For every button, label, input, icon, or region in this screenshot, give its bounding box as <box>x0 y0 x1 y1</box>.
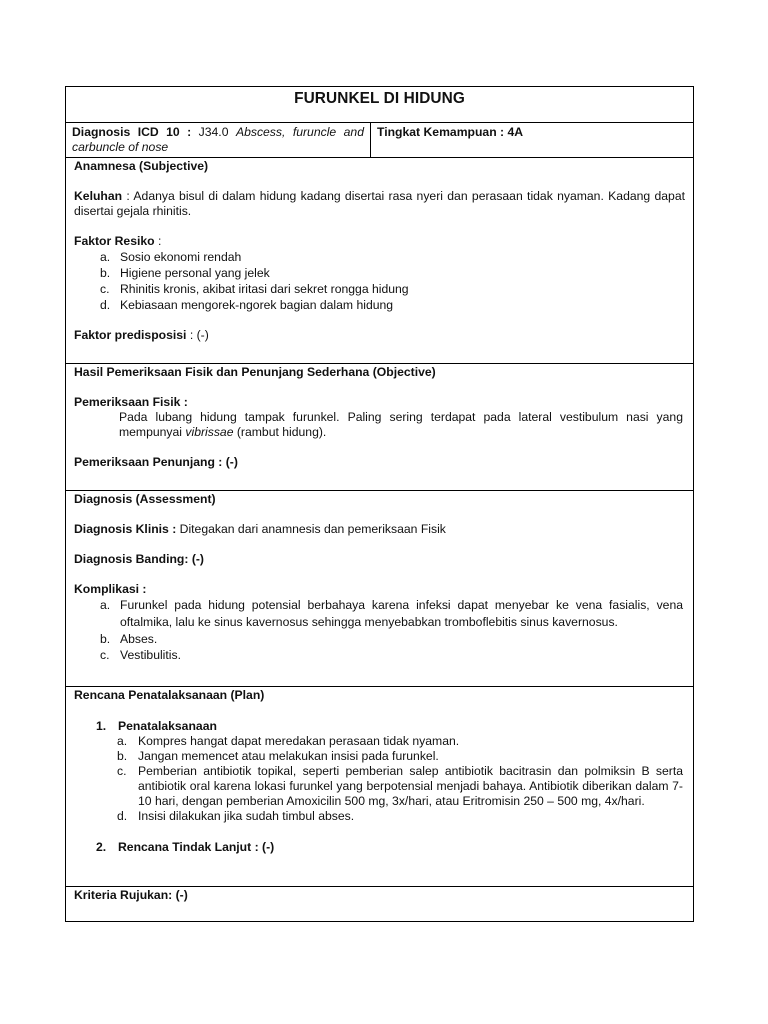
document-table <box>65 86 694 922</box>
komplikasi-label: Komplikasi : <box>74 582 147 596</box>
keluhan-label: Keluhan <box>74 189 123 203</box>
list-item: b. Jangan memencet atau melakukan insisi pada furunkel. <box>117 749 439 763</box>
list-item: a. Sosio ekonomi rendah <box>100 250 242 264</box>
icd-code: J34.0 <box>198 125 229 139</box>
icd-label: Diagnosis ICD 10 : <box>72 125 192 139</box>
rencana-tindak-lanjut: 2. Rencana Tindak Lanjut : (-) <box>96 840 275 854</box>
title-row <box>66 87 693 122</box>
keluhan-paragraph <box>74 189 685 219</box>
faktor-resiko-list <box>74 249 685 313</box>
list-item: c. Rhinitis kronis, akibat iritasi dari sekret rongga hidung <box>100 282 409 296</box>
predisposisi-value: : (-) <box>186 328 209 342</box>
list-item: b. Higiene personal yang jelek <box>100 266 270 280</box>
icd-description: Abscess, furuncle and carbuncle of nose <box>72 125 364 154</box>
icd-cell <box>66 123 371 157</box>
list-item: a. Kompres hangat dapat meredakan perasaan tidak nyaman. <box>117 734 460 748</box>
subjective-heading: Anamnesa (Subjective) <box>74 159 209 173</box>
level-cell <box>371 123 693 157</box>
diagnosis-klinis-line: Diagnosis Klinis : Ditegakan dari anamnesis dan pemeriksaan Fisik <box>74 522 446 536</box>
list-item: c. Vestibulitis. <box>100 648 181 662</box>
level-label: Tingkat Kemampuan : 4A <box>377 125 524 139</box>
assessment-section <box>66 490 693 686</box>
diagnosis-banding-label: Diagnosis Banding: (-) <box>74 552 204 566</box>
document-title: FURUNKEL DI HIDUNG <box>294 90 465 107</box>
predisposisi-line <box>74 328 685 343</box>
faktor-resiko-label: Faktor Resiko <box>74 234 155 248</box>
list-item: a. Furunkel pada hidung potensial berbahaya karena infeksi dapat menyebar ke vena fasialis, vena oftalmika, lalu ke sinus kavernosus sehingga menyebabkan tromboflebitis sinus kavernosus. <box>100 598 683 629</box>
list-item: b. Abses. <box>100 632 158 646</box>
pemeriksaan-penunjang-label: Pemeriksaan Penunjang : (-) <box>74 455 238 469</box>
pemeriksaan-fisik-label: Pemeriksaan Fisik : <box>74 395 188 409</box>
penatalaksanaan-heading: 1. Penatalaksanaan <box>96 719 217 733</box>
faktor-resiko-colon: : <box>154 234 162 248</box>
kriteria-rujukan-label: Kriteria Rujukan: (-) <box>74 888 188 902</box>
list-item: c. Pemberian antibiotik topikal, seperti pemberian salep antibiotik bacitrasin dan polmiksin B serta antibiotik oral karena lokasi furunkel yang berpotensial menjadi bahaya. Antibiotik diberikan dalam 7-10 hari, dengan pemberian Amoxicilin 500 mg, 3x/hari, atau Eritromisin 250 – 500 mg, 4x/hari. <box>117 764 683 808</box>
faktor-resiko-line <box>74 234 685 249</box>
rujukan-section <box>66 886 693 921</box>
predisposisi-label: Faktor predisposisi <box>74 328 187 342</box>
objective-section <box>66 363 693 490</box>
plan-heading: Rencana Penatalaksanaan (Plan) <box>74 688 265 702</box>
keluhan-text: : Adanya bisul di dalam hidung kadang disertai rasa nyeri dan perasaan tidak nyaman. Kadang dapat disertai gejala rhinitis. <box>74 189 685 218</box>
assessment-heading: Diagnosis (Assessment) <box>74 492 216 506</box>
subjective-section <box>66 157 693 363</box>
plan-section <box>66 686 693 886</box>
list-item: d. Insisi dilakukan jika sudah timbul abses. <box>117 809 355 823</box>
komplikasi-list <box>74 597 685 663</box>
pemeriksaan-fisik-text: Pada lubang hidung tampak furunkel. Paling sering terdapat pada lateral vestibulum nasi yang mempunyai vibrissae (rambut hidung). <box>119 410 683 439</box>
list-item: d. Kebiasaan mengorek-ngorek bagian dalam hidung <box>100 298 394 312</box>
objective-heading: Hasil Pemeriksaan Fisik dan Penunjang Sederhana (Objective) <box>74 365 436 379</box>
header-row <box>66 122 693 157</box>
penatalaksanaan-list <box>74 734 685 824</box>
